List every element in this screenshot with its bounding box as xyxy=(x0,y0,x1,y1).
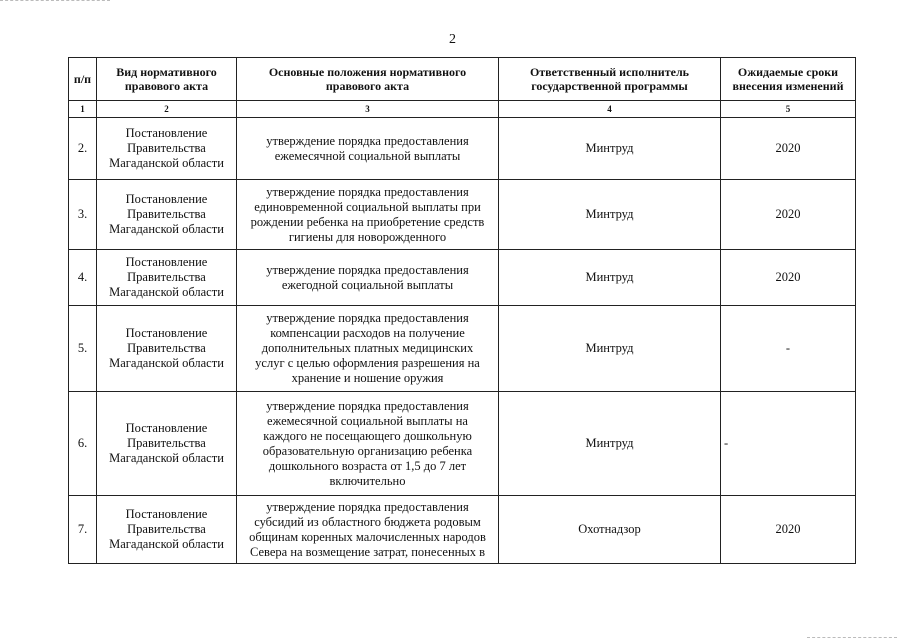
deadline-cell: 2020 xyxy=(721,496,856,564)
provisions-line: услуг с целью оформления разрешения на xyxy=(255,356,480,370)
act-type-line: Правительства xyxy=(127,207,206,221)
row-number: 4. xyxy=(69,250,97,306)
provisions-line: дошкольного возраста от 1,5 до 7 лет xyxy=(268,458,467,473)
provisions-line: утверждение порядка предоставления xyxy=(266,184,469,199)
executor-cell: Минтруд xyxy=(499,250,721,306)
regulatory-acts-table xyxy=(68,57,856,564)
provisions-line: утверждение порядка предоставления xyxy=(266,499,469,514)
executor-cell: Минтруд xyxy=(499,118,721,180)
row-number: 3. xyxy=(69,180,97,250)
act-type-line: Постановление xyxy=(125,326,208,340)
provisions-line: компенсации расходов на получение xyxy=(270,326,465,340)
deadline-cell: 2020 xyxy=(721,180,856,250)
deadline-cell: - xyxy=(721,306,856,392)
act-type-line: Магаданской области xyxy=(109,537,224,551)
row-number: 5. xyxy=(69,306,97,392)
act-type-line: Постановление xyxy=(125,507,208,521)
provisions-line: дополнительных платных медицинских xyxy=(261,341,474,355)
provisions-line: включительно xyxy=(329,473,406,488)
act-type-line: Правительства xyxy=(127,341,206,355)
provisions-cell xyxy=(237,392,499,496)
header-act-type xyxy=(97,58,237,101)
scan-edge-mark xyxy=(0,0,110,7)
column-number: 4 xyxy=(499,101,721,118)
provisions-line: ежемесячной социальной выплаты на xyxy=(267,413,468,428)
act-type-cell xyxy=(97,180,237,250)
header-line: правового акта xyxy=(124,79,209,93)
provisions-line: утверждение порядка предоставления xyxy=(266,398,469,413)
provisions-line: субсидий из областного бюджета родовым xyxy=(254,514,481,529)
provisions-line: ежегодной социальной выплаты xyxy=(281,277,454,292)
header-executor xyxy=(499,58,721,101)
provisions-line: образовательную организацию ребенка xyxy=(262,443,473,458)
table-row xyxy=(69,118,856,180)
provisions-line: утверждение порядка предоставления xyxy=(266,311,469,325)
header-deadline xyxy=(721,58,856,101)
act-type-line: Постановление xyxy=(125,126,208,140)
act-type-cell xyxy=(97,118,237,180)
deadline-cell: - xyxy=(721,392,856,496)
column-number-row xyxy=(69,101,856,118)
provisions-line: Севера на возмещение затрат, понесенных в xyxy=(249,544,486,559)
act-type-line: Магаданской области xyxy=(109,356,224,370)
provisions-cell xyxy=(237,180,499,250)
header-line: Вид нормативного xyxy=(116,65,217,79)
act-type-cell xyxy=(97,496,237,564)
act-type-line: Постановление xyxy=(125,255,208,269)
row-number: 6. xyxy=(69,392,97,496)
executor-cell: Минтруд xyxy=(499,306,721,392)
provisions-cell xyxy=(237,306,499,392)
provisions-line: хранение и ношение оружия xyxy=(291,371,444,385)
row-number: 2. xyxy=(69,118,97,180)
act-type-line: Правительства xyxy=(127,141,206,155)
header-line: Ответственный исполнитель xyxy=(529,65,690,79)
column-number: 1 xyxy=(69,101,97,118)
row-number: 7. xyxy=(69,496,97,564)
header-line: внесения изменений xyxy=(732,79,844,93)
provisions-line: единовременной социальной выплаты при xyxy=(254,199,481,214)
act-type-cell xyxy=(97,250,237,306)
provisions-cell xyxy=(237,496,499,564)
column-number: 5 xyxy=(721,101,856,118)
header-line: Основные положения нормативного xyxy=(268,65,467,79)
table-row xyxy=(69,392,856,496)
act-type-line: Магаданской области xyxy=(109,451,224,465)
deadline-cell: 2020 xyxy=(721,250,856,306)
act-type-line: Магаданской области xyxy=(109,156,224,170)
act-type-line: Магаданской области xyxy=(109,285,224,299)
act-type-line: Постановление xyxy=(125,192,208,206)
provisions-line: утверждение порядка предоставления xyxy=(266,133,469,148)
provisions-line: ежемесячной социальной выплаты xyxy=(274,148,461,163)
provisions-line: каждого не посещающего дошкольную xyxy=(263,428,472,443)
table-row xyxy=(69,180,856,250)
executor-cell: Охотнадзор xyxy=(499,496,721,564)
column-number: 3 xyxy=(237,101,499,118)
header-line: правового акта xyxy=(325,79,410,93)
header-line: государственной программы xyxy=(531,79,688,93)
header-line: Ожидаемые сроки xyxy=(737,65,839,79)
act-type-cell xyxy=(97,306,237,392)
executor-cell: Минтруд xyxy=(499,392,721,496)
provisions-line: общинам коренных малочисленных народов xyxy=(249,529,486,544)
provisions-line: гигиены для новорожденного xyxy=(288,229,447,244)
table-row xyxy=(69,496,856,564)
header-num xyxy=(69,58,97,101)
act-type-line: Правительства xyxy=(127,436,206,450)
executor-cell: Минтруд xyxy=(499,180,721,250)
table-row xyxy=(69,306,856,392)
provisions-cell xyxy=(237,250,499,306)
table-row xyxy=(69,250,856,306)
header-provisions xyxy=(237,58,499,101)
provisions-line: рождении ребенка на приобретение средств xyxy=(250,214,485,229)
deadline-cell: 2020 xyxy=(721,118,856,180)
act-type-line: Правительства xyxy=(127,522,206,536)
scan-edge-mark xyxy=(807,633,897,638)
page-number: 2 xyxy=(449,32,456,47)
header-row xyxy=(69,58,856,101)
header-line: п/п xyxy=(73,72,92,86)
act-type-cell xyxy=(97,392,237,496)
column-number: 2 xyxy=(97,101,237,118)
act-type-line: Магаданской области xyxy=(109,222,224,236)
provisions-line: утверждение порядка предоставления xyxy=(266,262,469,277)
provisions-cell xyxy=(237,118,499,180)
act-type-line: Постановление xyxy=(125,421,208,435)
act-type-line: Правительства xyxy=(127,270,206,284)
table-body xyxy=(69,118,856,564)
